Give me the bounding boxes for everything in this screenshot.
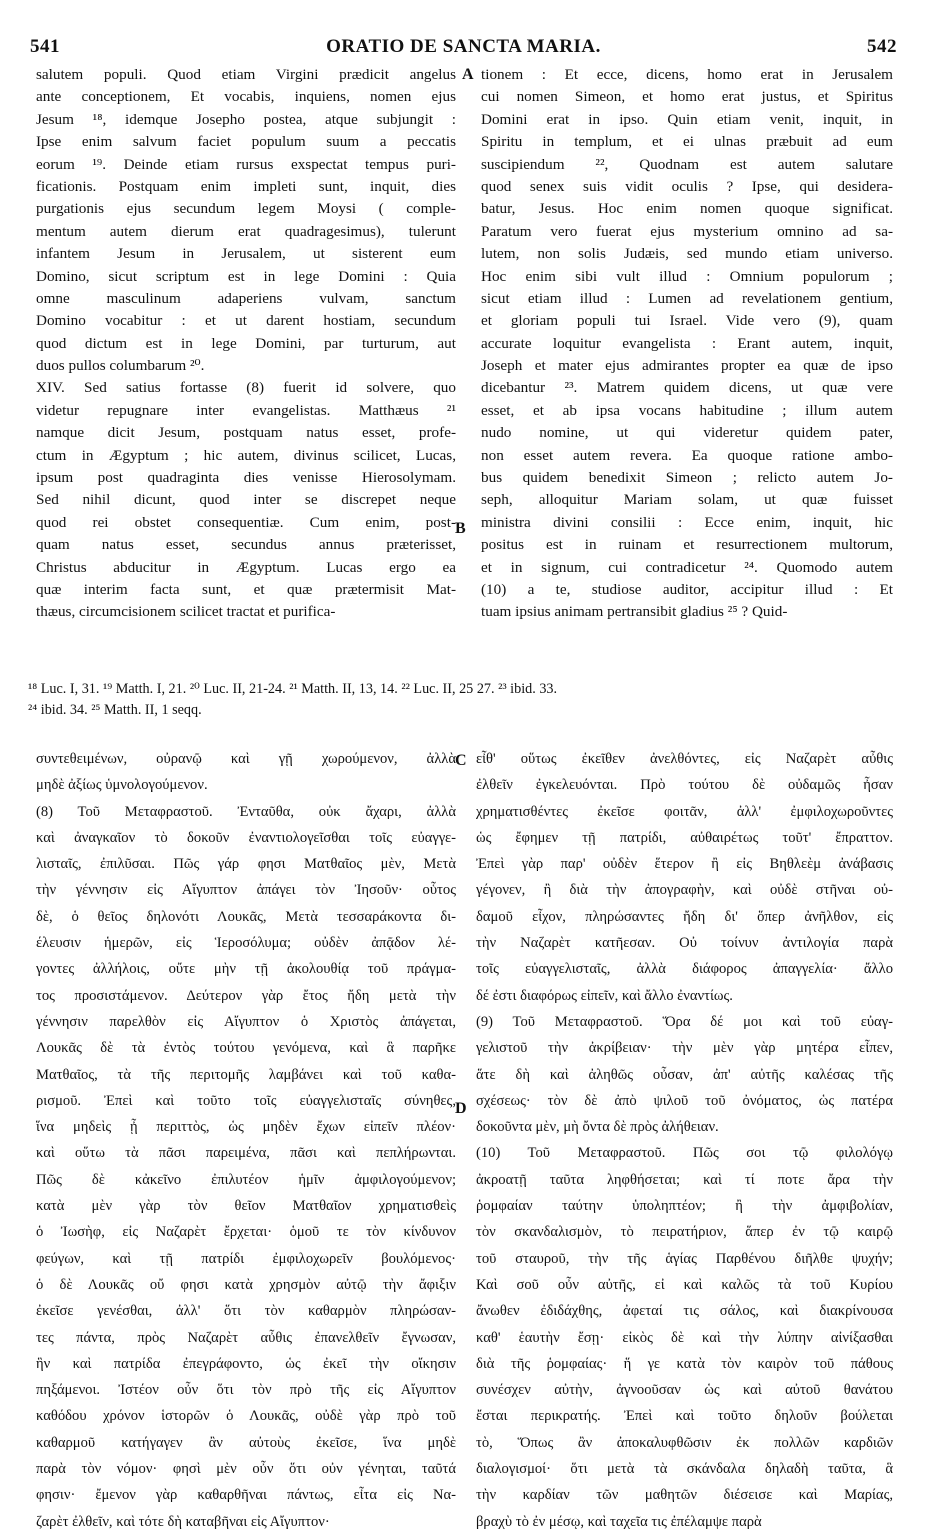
text-line: ἔσται περικρατής. Ἐπεὶ καὶ τοῦτο δηλοῦν βούλεται: [476, 1408, 893, 1425]
text-line: φησιν· ἔμενον γὰρ καθαρθῆναι πάντως, εἶτα εἰς Να-: [36, 1487, 456, 1504]
margin-marker-b: B: [455, 520, 466, 537]
text-line: Jesum ¹⁸, idemque Josepho postea, atque subjungit :: [36, 110, 456, 128]
text-line: ζαρὲτ ἐλθεῖν, καὶ τότε δὴ καταβῆναι εἰς Αἴγυπτον·: [36, 1513, 330, 1530]
text-line: ἄνωθεν ἐδιδάχθης, ἀφεταί τις σάλος, καὶ διακρίνουσα: [476, 1303, 893, 1320]
text-line: ἐλθεῖν ἐγκελευόνται. Πρὸ τούτου δὲ οὐδαμῶς ἦσαν: [476, 777, 893, 794]
text-line: τοῦ σταυροῦ, τὴν τῆς ἁγίας Παρθένου διῆλθε ψυχήν;: [476, 1250, 893, 1267]
text-line: videtur repugnare inter evangelistas. Matthæus ²¹: [36, 401, 456, 419]
text-line: Καὶ σοῦ οὖν αὐτῆς, εἰ καὶ καλῶς τὰ τοῦ Κυρίου: [476, 1276, 893, 1293]
margin-marker-d: D: [455, 1100, 467, 1117]
text-line: duos pullos columbarum ²⁰.: [36, 357, 205, 375]
text-line: ὁ Ἰωσὴφ, εἰς Ναζαρὲτ ἔρχεται· ὁμοῦ τε τὸν κίνδυνον: [36, 1224, 456, 1241]
text-line: Hoc enim sibi vult illud : Omnium populorum ;: [481, 267, 893, 285]
text-line: Paratum vero fuerat ejus mysterium omnino ad sa-: [481, 222, 893, 240]
text-line: ipsum post quadraginta dies venisse Hierosolymam.: [36, 469, 456, 487]
text-line: τὸν σκανδαλισμὸν, τὸ πειρατήριον, ἅπερ ἐν τῷ καιρῷ: [476, 1224, 893, 1241]
text-line: sicut etiam illud : Lumen ad revelationem gentium,: [481, 289, 893, 307]
latin-column-left: [36, 64, 456, 624]
text-line: omne masculinum adaperiens vulvam, sanctum: [36, 289, 456, 307]
text-line: ἵνα μηδεὶς ᾖ περιττὸς, ὡς μηδὲν ἔχων εἰπεῖν πλέον·: [36, 1119, 456, 1136]
text-line: Christus abducitur in Ægyptum. Lucas ergo ea: [36, 558, 456, 576]
text-line: positus est in ruinam et resurrectionem multorum,: [481, 536, 893, 554]
text-line: Λουκᾶς δὲ τὰ ἐντὸς τούτου γενόμενα, καὶ ἃ παρῆκε: [36, 1040, 456, 1057]
text-line: (8) Τοῦ Μεταφραστοῦ. Ἐνταῦθα, οὐκ ἄχαρι, ἀλλὰ: [36, 803, 456, 820]
text-line: Πῶς δὲ κἀκεῖνο ἐπιλυτέον ἡμῖν ἀμφιλογούμενον;: [36, 1171, 456, 1188]
text-line: purgationis ejus secundum legem Moysi ( comple-: [36, 200, 456, 218]
text-line: τὴν γέννησιν εἰς Αἴγυπτον ἀπάγει τὸν Ἰησοῦν· οὗτος: [36, 882, 456, 899]
text-line: μηδὲ ἀξίως ὑμνολογούμενον.: [36, 777, 208, 794]
text-line: ρισμοῦ. Ἐπεὶ καὶ τοῦτο τοῖς εὐαγγελισταῖς σύνηθες,: [36, 1092, 456, 1109]
text-line: καὶ οὕτω τὰ πᾶσι παρειμένα, πᾶσι καὶ πεπλήρωνται.: [36, 1145, 456, 1162]
text-line: τὸ, Ὅπως ἂν ἀποκαλυφθῶσιν ἐκ πολλῶν καρδιῶν: [476, 1434, 893, 1451]
text-line: Domini erat in ipso. Quin etiam venit, inquit, in: [481, 110, 893, 128]
text-line: σχέσεως· τὸν δὲ ἀπὸ ψιλοῦ τοῦ ὀνόματος, ὡς πατέρα: [476, 1092, 893, 1109]
text-line: δοκοῦντα μὲν, μὴ ὄντα δὲ πρὸς ἀλήθειαν.: [476, 1119, 719, 1136]
text-line: γοντες ἀλλήλοις, οὔτε μὴν τῇ ἀκολουθίᾳ τοῦ πράγμα-: [36, 961, 456, 978]
footnote-line: ¹⁸ Luc. I, 31. ¹⁹ Matth. I, 21. ²⁰ Luc. II, 21-24. ²¹ Matth. II, 13, 14. ²² Luc. II, 25 27. ²³ ibid. 33.: [28, 681, 558, 697]
text-line: λισταῖς, ἐπιλῦσαι. Πῶς γάρ φησι Ματθαῖος μὲν, Μετὰ: [36, 856, 456, 873]
text-line: esset, et ab ipsa vocans habitudine ; illum autem: [481, 401, 893, 419]
text-line: (10) a te, studiose auditor, accipitur illud : Et: [481, 580, 893, 598]
text-line: quod dictum est in lege Domini, par turturum, aut: [36, 334, 456, 352]
text-line: lutem, non solis Judæis, sed mundo etiam universo.: [481, 245, 893, 263]
text-line: quod rei obstet consequentiæ. Cum enim, post-: [36, 513, 456, 531]
text-line: τὴν Ναζαρὲτ κατῆεσαν. Οὐ τοίνυν ἀντιλογία παρὰ: [476, 935, 893, 952]
text-line: καθαρμοῦ κατήγαγεν ἂν αὐτοὺς ἐκεῖσε, ἵνα μηδὲ: [36, 1434, 456, 1451]
text-line: γέγονεν, ἢ διὰ τὴν ἀπογραφὴν, καὶ οὐδὲ στῆναι οὐ-: [476, 882, 893, 899]
text-line: bus quidem benedixit Simeon ; relicto autem Jo-: [481, 469, 893, 487]
text-line: τος προσιστάμενον. Δεύτερον γὰρ ἔτος ἤδη μετὰ τὴν: [36, 987, 456, 1004]
text-line: eorum ¹⁹. Deinde etiam rursus exspectat tempus puri-: [36, 155, 456, 173]
text-line: thæus, circumcisionem scilicet tractat et purifica-: [36, 603, 336, 621]
text-line: (10) Τοῦ Μεταφραστοῦ. Πῶς σοι τῷ φιλολόγῳ: [476, 1145, 893, 1162]
text-line: τες πάντα, πρὸς Ναζαρὲτ αὖθις ἐπανελθεῖν ἔγνωσαν,: [36, 1329, 456, 1346]
text-line: συντεθειμένων, οὐρανῷ καὶ γῇ χωρούμενον, ἀλλὰ: [36, 751, 456, 767]
text-line: έλευσιν ἡμερῶν, εἰς Ἱεροσόλυμα; οὐδὲν ἀπᾷδον λέ-: [36, 935, 456, 952]
text-line: διὰ τῆς ῥομφαίας· ἥ γε κατὰ τὸν καιρὸν τοῦ πάθους: [476, 1355, 893, 1372]
text-line: γέννησιν παρελθὸν εἰς Αἴγυπτον ὁ Χριστὸς ἀπάγεται,: [36, 1013, 456, 1030]
text-line: δαμοῦ εἶχον, πληρώσαντες ἤδη δι' ὅπερ ἀνῆλθον, εἰς: [476, 908, 893, 925]
text-line: καὶ ἀναγκαῖον τὸ δοκοῦν ἐναντιολογεῖσθαι τοῖς εὐαγγε-: [36, 829, 456, 846]
text-line: διαλογισμοί· ὅτι μετὰ τὰ σκάνδαλα δηλαδὴ ταῦτα, ἃ: [476, 1461, 893, 1478]
greek-column-left: [36, 746, 456, 1535]
text-line: βραχὺ τὸ ἐν μέσῳ, καὶ ταχεῖα τις ἐπέλαμψε παρὰ: [476, 1513, 762, 1530]
text-line: Sed nihil dicunt, quod inter se discrepet neque: [36, 491, 456, 509]
margin-marker-a: A: [462, 66, 474, 83]
margin-marker-c: C: [455, 752, 467, 769]
text-line: πηξάμενοι. Ἰστέον οὖν ὅτι τὸν πρὸ τῆς εἰς Αἴγυπτον: [36, 1382, 456, 1399]
text-line: ἅτε δὴ καὶ ἀληθῶς οὖσαν, ἀπ' αὐτῆς καλέσας τῆς: [476, 1066, 893, 1083]
text-line: δὲ, ὁ θεῖος δηλονότι Λουκᾶς, Μετὰ τεσσαράκοντα δι-: [36, 908, 456, 925]
text-line: namque dicit Jesum, postquam natus esset, profe-: [36, 424, 456, 442]
text-line: ministra divini consilii : Ecce enim, inquit, hic: [481, 513, 893, 531]
text-line: batur, Jesus. Hoc enim nomen quoque significat.: [481, 200, 893, 218]
text-line: Ἐπεὶ γὰρ παρ' οὐδὲν ἕτερον ἢ εἰς Βηθλεὲμ ἀνάβασις: [476, 856, 893, 873]
text-line: ctum in Ægyptum ; hic autem, divinus scilicet, Lucas,: [36, 446, 456, 464]
text-line: Spiritu in templum, et ei ulnas præbuit ad eum: [481, 133, 893, 151]
text-line: quod senex suis vidit oculis ? Ipse, qui desidera-: [481, 177, 893, 195]
text-line: cui nomen Simeon, et homo erat justus, et Spiritus: [481, 88, 893, 106]
text-line: τοῖς εὐαγγελισταῖς, ἀλλὰ διάφορος ἀπαγγελία· ἄλλο: [476, 961, 893, 978]
text-line: ὡς ἔφημεν τῇ πατρίδι, αὐθαιρέτως τοῦτ' ἔπραττον.: [476, 829, 893, 846]
footnote-line: ²⁴ ibid. 34. ²⁵ Matth. II, 1 seqq.: [28, 702, 202, 718]
page-title: ORATIO DE SANCTA MARIA.: [326, 36, 601, 57]
text-line: τὴν καρδίαν τῶν μαθητῶν διέσεισε καὶ Μαρίας,: [476, 1487, 893, 1504]
text-line: (9) Τοῦ Μεταφραστοῦ. Ὅρα δέ μοι καὶ τοῦ εὐαγ-: [476, 1013, 893, 1030]
text-line: ἀκροατῇ ταῦτα ληφθήσεται; καὶ τί ποτε ἄρα τὴν: [476, 1171, 893, 1188]
text-line: ὁ δὲ Λουκᾶς οὔ φησι κατὰ χρησμὸν αὐτῷ τὴν ἄφιξιν: [36, 1276, 456, 1293]
text-line: φεύγων, καὶ τῇ πατρίδι ἐμφιλοχωρεῖν βουλόμενος·: [36, 1250, 456, 1267]
text-line: παρὰ τὸν νόμον· φησὶ μὲν οὖν ὅτι οὐν γένηται, ταῦτά: [36, 1461, 456, 1478]
footnotes: [28, 679, 901, 721]
text-line: suscipiendum ²², Quodnam est autem salutare: [481, 155, 893, 173]
text-line: tionem : Et ecce, dicens, homo erat in Jerusalem: [481, 66, 893, 83]
text-line: accurate loquitur evangelista : Erant autem, inquit,: [481, 334, 893, 352]
text-line: Joseph et mater ejus admirantes propter ea quæ de ipso: [481, 357, 893, 375]
text-line: χρηματισθέντες ἐκεῖσε φοιτᾶν, ἀλλ' ἐμφιλοχωροῦντες: [476, 803, 893, 820]
right-page-number: 542: [867, 36, 897, 57]
text-line: XIV. Sed satius fortasse (8) fuerit id solvere, quo: [36, 379, 456, 397]
latin-column-right: [481, 64, 893, 624]
text-line: quam natus esset, secundus annus præterisset,: [36, 536, 456, 554]
text-line: καθ' ἑαυτὴν ἔσῃ· εἰκὸς δὲ καὶ τὴν λύπην αἰνίξασθαι: [476, 1329, 893, 1346]
text-line: γελιστοῦ τὴν ἀκρίβειαν· τὴν μὲν γὰρ μητέρα εἶπεν,: [476, 1040, 893, 1057]
text-line: et in signum, cui contradicetur ²⁴. Quomodo autem: [481, 558, 893, 576]
text-line: καθόδου χρόνον ἱστορῶν ὁ Λουκᾶς, οὐδὲ γὰρ πρὸ τοῦ: [36, 1408, 456, 1425]
text-line: εἶθ' οὕτως ἐκεῖθεν ἀνελθόντες, εἰς Ναζαρὲτ αὖθις: [476, 751, 893, 767]
text-line: Domino vocabitur : et ut darent hostiam, secundum: [36, 312, 456, 330]
text-line: dicebantur ²³. Matrem quidem dicens, ut quæ vere: [481, 379, 893, 397]
text-line: et gloriam populi tui Israel. Vide vero (9), quam: [481, 312, 893, 330]
text-line: ἣν καὶ πατρίδα ἐπεγράφοντο, ὡς ἐκεῖ τὴν οἴκησιν: [36, 1355, 456, 1372]
text-line: ἐκεῖσε γενέσθαι, ἀλλ' ὅτι τὸν καθαρμὸν πληρώσαν-: [36, 1303, 456, 1320]
text-line: ante conceptionem, Et vocabis, inquiens, nomen ejus: [36, 88, 456, 106]
text-line: tuam ipsius animam pertransibit gladius ²⁵ ? Quid-: [481, 603, 788, 621]
text-line: mentum autem dierum erat quadragesimus), tulerunt: [36, 222, 456, 240]
running-header: [30, 36, 897, 64]
greek-column-right: [476, 746, 893, 1535]
left-page-number: 541: [30, 36, 60, 57]
text-line: Ματθαῖος, τὰ τῆς περιτομῆς λαμβάνει καὶ τοῦ καθα-: [36, 1066, 456, 1083]
text-line: nudo nomine, ut qui videretur quidem pater,: [481, 424, 893, 442]
text-line: Domino, sicut scriptum est in lege Domini : Quia: [36, 267, 456, 285]
text-line: seph, alloquitur Mariam solam, ut quæ fuisset: [481, 491, 893, 509]
text-line: δέ ἐστι διαφόρως εἰπεῖν, καὶ ἄλλο ἐναντίως.: [476, 987, 733, 1004]
text-line: quæ interim facta sunt, et quæ prætermisit Mat-: [36, 580, 456, 598]
text-line: κατὰ μὲν γὰρ τὸν θεῖον Ματθαῖον χρηματισθεὶς: [36, 1198, 456, 1215]
text-line: ficationis. Postquam enim impleti sunt, inquit, dies: [36, 177, 456, 195]
text-line: non esset autem revera. Ea quoque ratione ambo-: [481, 446, 893, 464]
text-line: συνέσχεν αὐτὴν, ἀγνοοῦσαν ὡς καὶ αὐτοῦ θανάτου: [476, 1382, 893, 1399]
text-line: Ipse enim salvum faciet populum suum a peccatis: [36, 133, 456, 151]
text-line: ῥομφαίαν ταύτην ὑποληπτέον; ἢ τὴν ἀμφιβολίαν,: [476, 1198, 893, 1215]
text-line: infantem Jesum in Jerusalem, ut sisterent eum: [36, 245, 456, 263]
text-line: salutem populi. Quod etiam Virgini prædicit angelus: [36, 66, 456, 83]
